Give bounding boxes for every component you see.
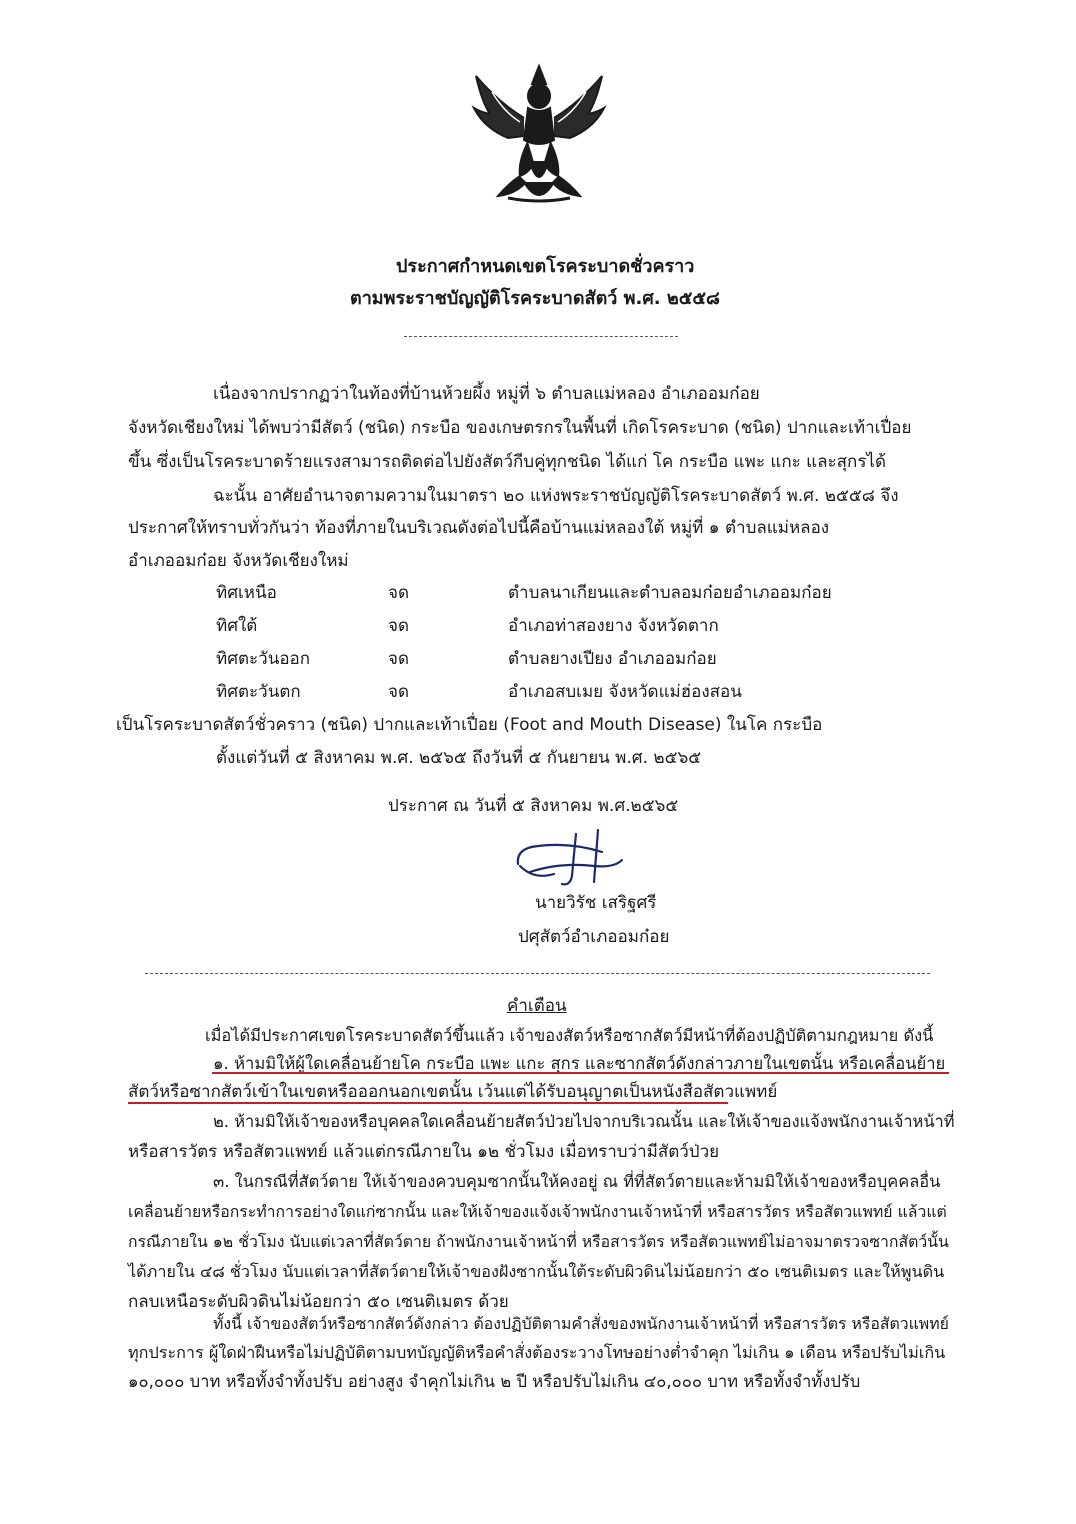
boundary-west-direction: ทิศตะวันตก [216,682,301,702]
boundary-south-area: อำเภอท่าสองยาง จังหวัดตาก [508,616,719,636]
warning-divider [145,973,930,974]
signer-position: ปศุสัตว์อำเภออมก๋อย [518,927,670,947]
disease-line: เป็นโรคระบาดสัตว์ชั่วคราว (ชนิด) ปากและเท้าเปื่อย (Foot and Mouth Disease) ในโค กระบือ [116,715,823,735]
intro-line-2: จังหวัดเชียงใหม่ ได้พบว่ามีสัตว์ (ชนิด) กระบือ ของเกษตรกรในพื้นที่ เกิดโรคระบาด (ชนิด) ปากและเท้าเปื่อย [128,418,912,438]
warning-item1-line1: ๑. ห้ามมิให้ผู้ใดเคลื่อนย้ายโค กระบือ แพะ แกะ สุกร และซากสัตว์ดังกล่าวภายในเขตนั้น หรือเคลื่อนย้าย [213,1054,946,1073]
red-underline-1 [212,1072,949,1074]
boundary-east-area: ตำบลยางเปียง อำเภออมก๋อย [508,649,717,669]
announcement-title-line1: ประกาศกำหนดเขตโรคระบาดชั่วคราว [396,256,695,277]
warning-item2-line1: ๒. ห้ามมิให้เจ้าของหรือบุคคลใดเคลื่อนย้ายสัตว์ป่วยไปจากบริเวณนั้น และให้เจ้าของแจ้งพนักงานเจ้าหน้าที่ [213,1112,955,1131]
announce-date: ประกาศ ณ วันที่ ๕ สิงหาคม พ.ศ.๒๕๖๕ [388,796,679,816]
intro-line-1: เนื่องจากปรากฏว่าในท้องที่บ้านห้วยผึ้ง หมู่ที่ ๖ ตำบลแม่หลอง อำเภออมก๋อย [213,384,760,404]
warning-item3-line1: ๓. ในกรณีที่สัตว์ตาย ให้เจ้าของควบคุมซากนั้นให้คงอยู่ ณ ที่ที่สัตว์ตายและห้ามมิให้เจ้าของหรือบุคคลอื่น [213,1172,941,1191]
period-line: ตั้งแต่วันที่ ๕ สิงหาคม พ.ศ. ๒๕๖๕ ถึงวันที่ ๕ กันยายน พ.ศ. ๒๕๖๕ [216,748,702,768]
announcement-title-line2: ตามพระราชบัญญัติโรคระบาดสัตว์ พ.ศ. ๒๕๕๘ [350,288,720,309]
intro-line-3: ขึ้น ซึ่งเป็นโรคระบาดร้ายแรงสามารถติดต่อไปยังสัตว์กีบคู่ทุกชนิด ได้แก่ โค กระบือ แพะ แกะ และสุกรได้ [128,452,887,472]
penalty-line-2: ทุกประการ ผู้ใดฝ่าฝืนหรือไม่ปฏิบัติตามบทบัญญัติหรือคำสั่งต้องระวางโทษอย่างต่ำจำคุก ไม่เกิน ๑ เดือน หรือปรับไม่เกิน [128,1343,946,1362]
boundary-south-joint: จด [388,616,410,636]
signer-name: นายวิรัช เสริฐศรี [535,893,657,913]
boundary-west-joint: จด [388,682,410,702]
boundary-east-joint: จด [388,649,410,669]
warning-item3-line4: ได้ภายใน ๔๘ ชั่วโมง นับแต่เวลาที่สัตว์ตายให้เจ้าของฝังซากนั้นใต้ระดับผิวดินไม่น้อยกว่า ๕๐ เซนติเมตร และให้พูนดิน [128,1262,945,1281]
title-divider [404,336,678,337]
warning-intro: เมื่อได้มีประกาศเขตโรคระบาดสัตว์ขึ้นแล้ว เจ้าของสัตว์หรือซากสัตว์มีหน้าที่ต้องปฏิบัติตามกฎหมาย ดังนี้ [205,1026,934,1045]
warning-item1-line2: สัตว์หรือซากสัตว์เข้าในเขตหรือออกนอกเขตนั้น เว้นแต่ได้รับอนุญาตเป็นหนังสือสัตวแพทย์ [128,1082,778,1102]
decree-line-2: ประกาศให้ทราบทั่วกันว่า ท้องที่ภายในบริเวณดังต่อไปนี้คือบ้านแม่หลองใต้ หมู่ที่ ๑ ตำบลแม่หลอง [128,518,830,538]
boundary-south-direction: ทิศใต้ [216,616,258,636]
red-underline-2 [128,1102,728,1104]
boundary-north-direction: ทิศเหนือ [216,583,277,603]
warning-item3-line5: กลบเหนือระดับผิวดินไม่น้อยกว่า ๕๐ เซนติเมตร ด้วย [128,1292,509,1312]
boundary-north-joint: จด [388,583,410,603]
boundary-north-area: ตำบลนาเกียนและตำบลอมก๋อยอำเภออมก๋อย [508,583,832,603]
penalty-line-1: ทั้งนี้ เจ้าของสัตว์หรือซากสัตว์ดังกล่าว ต้องปฏิบัติตามคำสั่งของพนักงานเจ้าหน้าที่ หรือสารวัตร หรือสัตวแพทย์ [213,1314,949,1333]
decree-line-1: ฉะนั้น อาศัยอำนาจตามความในมาตรา ๒๐ แห่งพระราชบัญญัติโรคระบาดสัตว์ พ.ศ. ๒๕๕๘ จึง [213,486,899,506]
warning-item3-line2: เคลื่อนย้ายหรือกระทำการอย่างใดแก่ซากนั้น และให้เจ้าของแจ้งเจ้าพนักงานเจ้าหน้าที่ หรือสารวัตร หรือสัตวแพทย์ แล้วแต่ [128,1202,947,1221]
warning-heading: คำเตือน [507,996,567,1016]
signature-icon [510,826,630,896]
warning-item2-line2: หรือสารวัตร หรือสัตวแพทย์ แล้วแต่กรณีภายใน ๑๒ ชั่วโมง เมื่อทราบว่ามีสัตว์ป่วย [128,1142,720,1162]
boundary-east-direction: ทิศตะวันออก [216,649,311,669]
penalty-line-3: ๑๐,๐๐๐ บาท หรือทั้งจำทั้งปรับ อย่างสูง จำคุกไม่เกิน ๒ ปี หรือปรับไม่เกิน ๔๐,๐๐๐ บาท หรือทั้งจำทั้งปรับ [128,1372,861,1391]
decree-line-3: อำเภออมก๋อย จังหวัดเชียงใหม่ [128,551,349,571]
garuda-emblem-icon [468,62,610,212]
boundary-west-area: อำเภอสบเมย จังหวัดแม่ฮ่องสอน [508,682,742,702]
warning-item3-line3: กรณีภายใน ๑๒ ชั่วโมง นับแต่เวลาที่สัตว์ตาย ถ้าพนักงานเจ้าหน้าที่ หรือสารวัตร หรือสัตวแพทย์ไม่อาจมาตรวจซากสัตว์นั้น [128,1232,949,1251]
